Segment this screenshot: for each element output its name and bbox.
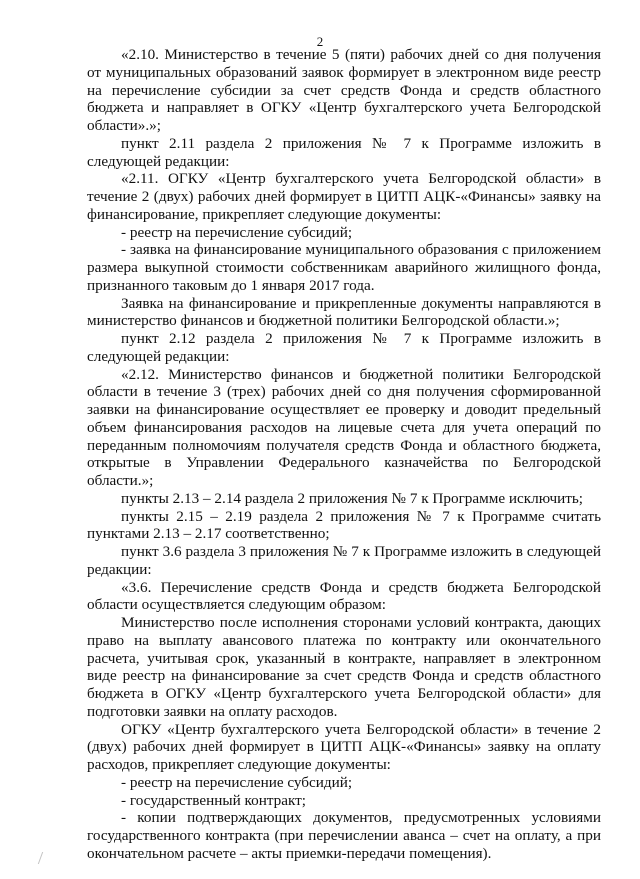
paragraph-2-12: «2.12. Министерство финансов и бюджетной политики Белгородской области в течение 3 (трех) рабочих дней со дня получения сформированной заявки на финансирование осуществляет ее проверку и доводит предельный объем финансирования расходов на лицевые счета для учета операций по переданным полномочиям получателя средств Фонда и областного бюджета, открытые в Управлении Федерального казначейства по Белгородской области.»;	[87, 365, 601, 489]
list-item: - реестр на перечисление субсидий;	[121, 223, 353, 241]
paragraph-renumber: пункты 2.15 – 2.19 раздела 2 приложения № 7 к Программе считать пунктами 2.13 – 2.17 соответственно;	[87, 507, 601, 543]
paragraph-ogku: ОГКУ «Центр бухгалтерского учета Белгородской области» в течение 2 (двух) рабочих дней формирует в ЦИТП АЦК-«Финансы» заявку на оплату расходов, прикрепляет следующие документы:	[87, 720, 601, 773]
paragraph-2-11: «2.11. ОГКУ «Центр бухгалтерского учета Белгородской области» в течение 2 (двух) рабочих дней формирует в ЦИТП АЦК-«Финансы» заявку на финансирование, прикрепляет следующие документы:	[87, 170, 601, 223]
page-number: 2	[316, 34, 324, 49]
paragraph-amend-2-11: пункт 2.11 раздела 2 приложения № 7 к Программе изложить в следующей редакции:	[87, 134, 601, 170]
paragraph-request-docs: Заявка на финансирование и прикрепленные документы направляются в министерство финансов и бюджетной политики Белгородской области.»;	[87, 294, 601, 330]
paragraph-ministry: Министерство после исполнения сторонами условий контракта, дающих право на выплату авансового платежа по контракту или окончательного расчета, учитывая срок, указанный в контракте, направляет в электронном виде реестр на финансирование за счет средств Фонда и средств областного бюджета в ОГКУ «Центр бухгалтерского учета Белгородской области» для подготовки заявки на оплату расходов.	[87, 614, 601, 720]
list-item: - государственный контракт;	[121, 791, 307, 809]
list-item: - копии подтверждающих документов, предусмотренных условиями государственного контракта (при перечислении аванса – счет на оплату, а при окончательном расчете – акты приемки-передачи помещения).	[87, 809, 601, 862]
list-item: - реестр на перечисление субсидий;	[121, 773, 353, 791]
scan-mark	[38, 852, 51, 864]
paragraph-amend-2-12: пункт 2.12 раздела 2 приложения № 7 к Программе изложить в следующей редакции:	[87, 330, 601, 365]
paragraph-exclude-2-13: пункты 2.13 – 2.14 раздела 2 приложения № 7 к Программе исключить;	[121, 489, 584, 507]
paragraph-3-6: «3.6. Перечисление средств Фонда и средств бюджета Белгородской области осуществляется следующим образом:	[87, 578, 601, 614]
document-body	[87, 46, 601, 863]
paragraph-amend-3-6: пункт 3.6 раздела 3 приложения № 7 к Программе изложить в следующей редакции:	[87, 543, 601, 578]
list-item: - заявка на финансирование муниципального образования с приложением размера выкупной стоимости собственникам аварийного жилищного фонда, признанного таковым до 1 января 2017 года.	[87, 241, 601, 294]
paragraph-2-10: «2.10. Министерство в течение 5 (пяти) рабочих дней со дня получения от муниципальных образований заявок формирует в электронном виде реестр на перечисление субсидии за счет средств Фонда и средств областного бюджета и направляет в ОГКУ «Центр бухгалтерского учета Белгородской области».»;	[87, 46, 601, 134]
